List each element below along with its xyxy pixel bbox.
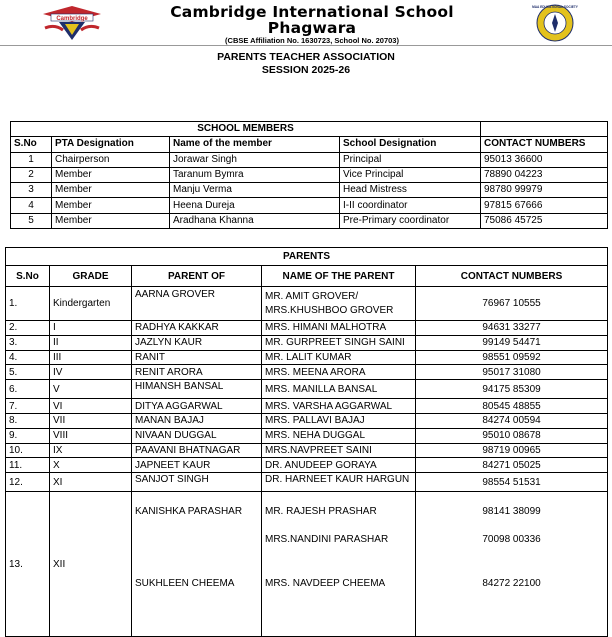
contact-cell: 80545 48855	[416, 399, 608, 414]
contact-cell: 95010 08678	[416, 428, 608, 443]
parent-name-cell: MRS.NAVPREET SAINI	[262, 443, 416, 458]
school-designation-cell: Pre-Primary coordinator	[340, 213, 481, 228]
school-name-line1: Cambridge International School	[170, 3, 454, 21]
parent-name-cell: MRS. MANILLA BANSAL	[262, 380, 416, 399]
parent-of-cell: PAAVANI BHATNAGAR	[132, 443, 262, 458]
parent-of-cell: RENIT ARORA	[132, 365, 262, 380]
parent-of-cell: AARNA GROVER	[132, 287, 262, 321]
parent-name-cell: DR. ANUDEEP GORAYA	[262, 458, 416, 473]
member-name-cell: Aradhana Khanna	[170, 213, 340, 228]
grade-cell: Kindergarten	[50, 287, 132, 321]
member-name-cell: Taranum Bymra	[170, 167, 340, 182]
column-header: CONTACT NUMBERS	[481, 137, 608, 152]
sno-cell: 10.	[6, 443, 50, 458]
grade-cell: IX	[50, 443, 132, 458]
parents-table	[5, 247, 608, 637]
table-row	[6, 399, 608, 414]
header-divider	[0, 45, 612, 46]
sno-cell: 11.	[6, 458, 50, 473]
table-row	[11, 152, 608, 167]
parent-of-cell: RADHYA KAKKAR	[132, 321, 262, 336]
pta-designation-cell: Member	[52, 183, 170, 198]
contact-cell: 75086 45725	[481, 213, 608, 228]
table-row	[6, 492, 608, 637]
grade-cell: V	[50, 380, 132, 399]
parent-of-cell: DITYA AGGARWAL	[132, 399, 262, 414]
table-row	[6, 335, 608, 350]
column-header: CONTACT NUMBERS	[416, 266, 608, 287]
contact-cell: 98719 00965	[416, 443, 608, 458]
school-members-title: SCHOOL MEMBERS	[11, 122, 481, 137]
contact-line: 70098 00336	[482, 534, 541, 546]
column-header: Name of the member	[170, 137, 340, 152]
contact-line: 98141 38099	[482, 506, 541, 518]
grade-cell: III	[50, 350, 132, 365]
parent-name-line: MRS. NAVDEEP CHEEMA	[265, 578, 386, 590]
grade-cell: II	[50, 335, 132, 350]
parent-of-cell: NIVAAN DUGGAL	[132, 428, 262, 443]
parent-name-cell: MRS. HIMANI MALHOTRA	[262, 321, 416, 336]
parent-of-line: KANISHKA PARASHAR	[135, 506, 243, 518]
school-designation-cell: Principal	[340, 152, 481, 167]
contact-cell: 98551 09592	[416, 350, 608, 365]
contact-cell: 94631 33277	[416, 321, 608, 336]
parent-of-line: SUKHLEEN CHEEMA	[135, 578, 235, 590]
contact-cell: 95013 36600	[481, 152, 608, 167]
table-row	[11, 213, 608, 228]
sno-cell: 2.	[6, 321, 50, 336]
sno-cell: 4.	[6, 350, 50, 365]
parent-name-cell: MRS. PALLAVI BAJAJ	[262, 413, 416, 428]
pta-designation-cell: Member	[52, 213, 170, 228]
sno-cell: 2	[11, 167, 52, 182]
sno-cell: 13.	[6, 492, 50, 637]
school-logo-left	[41, 4, 103, 44]
grade-cell: XI	[50, 473, 132, 492]
parent-of-cell: JAZLYN KAUR	[132, 335, 262, 350]
school-designation-cell: I-II coordinator	[340, 198, 481, 213]
member-name-cell: Jorawar Singh	[170, 152, 340, 167]
member-name-cell: Manju Verma	[170, 183, 340, 198]
parent-name-cell	[262, 492, 416, 637]
parent-name-cell: DR. HARNEET KAUR HARGUN	[262, 473, 416, 492]
member-name-cell: Heena Dureja	[170, 198, 340, 213]
contact-cell: 98554 51531	[416, 473, 608, 492]
column-header: NAME OF THE PARENT	[262, 266, 416, 287]
contact-cell: 98780 99979	[481, 183, 608, 198]
society-logo-right	[524, 3, 586, 43]
contact-cell: 84274 00594	[416, 413, 608, 428]
grade-cell: VII	[50, 413, 132, 428]
parent-name-cell: MR. LALIT KUMAR	[262, 350, 416, 365]
grade-cell: VIII	[50, 428, 132, 443]
sno-cell: 12.	[6, 473, 50, 492]
parent-name-line: MR. AMIT GROVER/	[265, 291, 359, 302]
sno-cell: 7.	[6, 399, 50, 414]
table-row	[6, 365, 608, 380]
parent-name-line: MRS.KHUSHBOO GROVER	[265, 305, 394, 316]
column-header: School Designation	[340, 137, 481, 152]
sno-cell: 1.	[6, 287, 50, 321]
school-designation-cell: Vice Principal	[340, 167, 481, 182]
parent-of-cell: HIMANSH BANSAL	[132, 380, 262, 399]
sno-cell: 4	[11, 198, 52, 213]
table-row	[6, 443, 608, 458]
grade-cell: IV	[50, 365, 132, 380]
contact-cell: 99149 54471	[416, 335, 608, 350]
parent-name-cell: MRS. VARSHA AGGARWAL	[262, 399, 416, 414]
parent-of-cell: RANIT	[132, 350, 262, 365]
sno-cell: 5	[11, 213, 52, 228]
sno-cell: 9.	[6, 428, 50, 443]
table-row	[6, 287, 608, 321]
table-row	[6, 458, 608, 473]
contact-cell: 95017 31080	[416, 365, 608, 380]
table-row	[6, 428, 608, 443]
parents-title: PARENTS	[6, 248, 608, 266]
sno-cell: 1	[11, 152, 52, 167]
parent-name-cell: MRS. NEHA DUGGAL	[262, 428, 416, 443]
table-row	[11, 167, 608, 182]
grade-cell: XII	[50, 492, 132, 637]
table-row	[6, 350, 608, 365]
sno-cell: 3.	[6, 335, 50, 350]
contact-line: 84272 22100	[482, 578, 541, 590]
table-row	[6, 473, 608, 492]
contact-cell: 78890 04223	[481, 167, 608, 182]
grade-cell: VI	[50, 399, 132, 414]
empty-cell	[481, 122, 608, 137]
contact-cell: 84271 05025	[416, 458, 608, 473]
svg-text:Cambridge: Cambridge	[56, 16, 88, 22]
school-name-line2: Phagwara	[267, 19, 357, 37]
pta-designation-cell: Chairperson	[52, 152, 170, 167]
column-header: GRADE	[50, 266, 132, 287]
parent-of-cell: MANAN BAJAJ	[132, 413, 262, 428]
grade-cell: I	[50, 321, 132, 336]
table-row	[11, 183, 608, 198]
parent-of-cell	[132, 492, 262, 637]
column-header: PTA Designation	[52, 137, 170, 152]
parent-name-line: MR. RAJESH PRASHAR	[265, 506, 377, 518]
parent-name-line: MRS.NANDINI PARASHAR	[265, 534, 389, 546]
contact-cell: 94175 85309	[416, 380, 608, 399]
parent-name-cell	[262, 287, 416, 321]
pta-designation-cell: Member	[52, 198, 170, 213]
svg-text:MAA EDUCATIONAL SOCIETY: MAA EDUCATIONAL SOCIETY	[532, 5, 578, 9]
contact-cell	[416, 492, 608, 637]
session-label: SESSION 2025-26	[261, 64, 351, 76]
document-title: PARENTS TEACHER ASSOCIATION	[217, 51, 395, 63]
contact-cell: 76967 10555	[416, 287, 608, 321]
contact-cell: 97815 67666	[481, 198, 608, 213]
sno-cell: 6.	[6, 380, 50, 399]
sno-cell: 8.	[6, 413, 50, 428]
affiliation-text: (CBSE Affiliation No. 1630723, School No. 20703)	[225, 36, 399, 45]
table-row	[6, 380, 608, 399]
sno-cell: 3	[11, 183, 52, 198]
column-header: S.No	[11, 137, 52, 152]
pta-designation-cell: Member	[52, 167, 170, 182]
grade-cell: X	[50, 458, 132, 473]
column-header: PARENT OF	[132, 266, 262, 287]
parent-name-cell: MR. GURPREET SINGH SAINI	[262, 335, 416, 350]
sno-cell: 5.	[6, 365, 50, 380]
column-header: S.No	[6, 266, 50, 287]
school-designation-cell: Head Mistress	[340, 183, 481, 198]
parent-of-cell: SANJOT SINGH	[132, 473, 262, 492]
parent-of-cell: JAPNEET KAUR	[132, 458, 262, 473]
school-name	[110, 4, 514, 36]
table-row	[6, 321, 608, 336]
table-row	[6, 413, 608, 428]
school-members-table	[10, 121, 608, 229]
parent-name-cell: MRS. MEENA ARORA	[262, 365, 416, 380]
table-row	[11, 198, 608, 213]
